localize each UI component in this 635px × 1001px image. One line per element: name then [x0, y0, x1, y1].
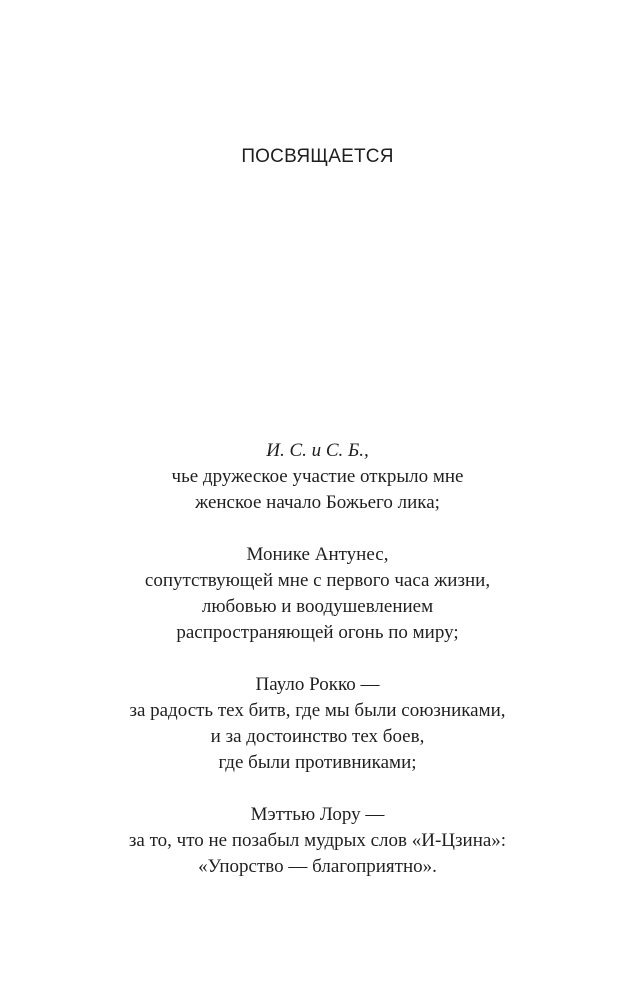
dedication-stanza-1: [40, 438, 595, 516]
dedication-stanza-2: [40, 542, 595, 646]
dedication-line: чье дружеское участие открыло мне: [171, 466, 464, 487]
dedication-line: любовью и воодушевлением: [201, 596, 434, 617]
page-title: ПОСВЯЩАЕТСЯ: [241, 146, 394, 167]
dedication-stanza-3: [40, 672, 595, 776]
dedication-line: за то, что не позабыл мудрых слов «И-Цзина»:: [128, 830, 507, 851]
dedication-recipient: Мэттью Лору —: [250, 804, 385, 825]
dedication-line: женское начало Божьего лика;: [195, 492, 440, 513]
dedication-line: сопутствующей мне с первого часа жизни,: [144, 570, 491, 591]
dedication-stanza-4: [40, 802, 595, 880]
dedication-line: «Упорство — благоприятно».: [198, 856, 437, 877]
dedication-text: [40, 438, 595, 880]
dedication-line: за радость тех битв, где мы были союзниками,: [129, 700, 506, 721]
dedication-line: и за достоинство тех боев,: [210, 726, 425, 747]
dedication-initials: И. С. и С. Б.,: [266, 440, 369, 461]
dedication-line: распространяющей огонь по миру;: [176, 622, 459, 643]
dedication-recipient: Пауло Рокко —: [255, 674, 380, 695]
dedication-line: где были противниками;: [218, 752, 417, 773]
dedication-recipient: Монике Антунес,: [246, 544, 389, 565]
